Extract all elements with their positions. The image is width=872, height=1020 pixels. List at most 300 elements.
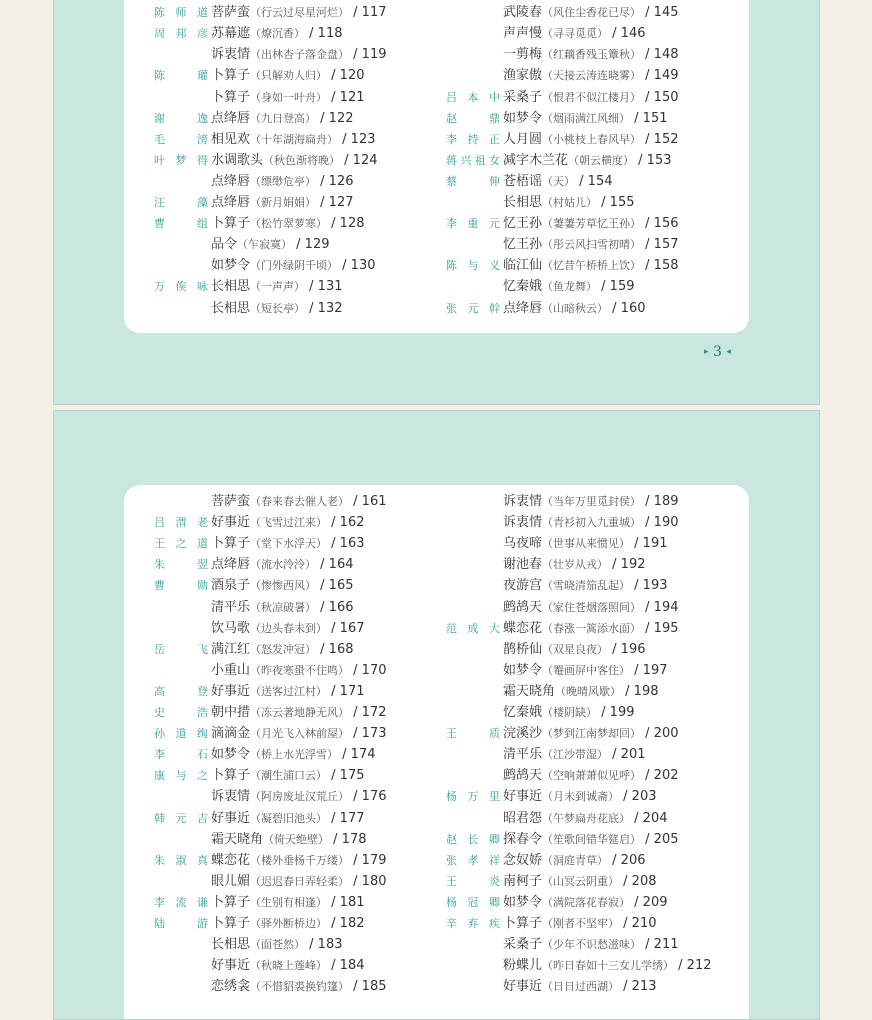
toc-title — [211, 597, 353, 618]
toc-title — [211, 871, 386, 892]
toc-page-ref: / 157 — [645, 237, 679, 253]
toc-tune-name: 朝中措 — [211, 705, 251, 720]
toc-first-line: （梦到江南梦却回） — [542, 727, 642, 741]
toc-title — [211, 171, 353, 192]
toc-first-line: （秋色渐将晚） — [263, 153, 341, 167]
toc-page-ref: / 168 — [320, 641, 354, 657]
toc-first-line: （缥缈危亭） — [250, 174, 317, 188]
toc-title — [503, 234, 678, 255]
toc-first-line: （午梦扁舟花底） — [542, 811, 631, 825]
toc-page-ref: / 156 — [645, 216, 679, 232]
toc-title — [503, 512, 678, 533]
toc-tune-name: 粉蝶儿 — [503, 958, 543, 974]
toc-title — [503, 808, 667, 829]
toc-tune-name: 水调歌头 — [211, 152, 264, 168]
toc-page-ref: / 121 — [331, 89, 365, 105]
toc-tune-name: 诉衷情 — [211, 47, 251, 63]
toc-first-line: （秋凉破暑） — [250, 600, 317, 614]
toc-page-ref: / 194 — [645, 599, 679, 615]
toc-title — [211, 702, 386, 723]
toc-first-line: （寻寻觅觅） — [542, 27, 609, 41]
toc-first-line: （天接云涛连晓雾） — [542, 69, 642, 83]
toc-page-ref: / 183 — [309, 937, 343, 953]
toc-tune-name: 鹊桥仙 — [503, 641, 543, 657]
toc-page-ref: / 185 — [353, 979, 387, 995]
toc-author: 李重元 — [446, 217, 500, 231]
toc-tune-name: 小重山 — [211, 662, 251, 678]
toc-page-ref: / 122 — [320, 110, 354, 126]
toc-page-ref: / 203 — [623, 789, 657, 805]
toc-title — [211, 276, 342, 297]
toc-tune-name: 蝶恋花 — [503, 620, 543, 636]
toc-first-line: （烟雨满江风细） — [542, 111, 631, 125]
toc-title — [503, 597, 678, 618]
toc-page-ref: / 150 — [645, 89, 679, 105]
toc-author: 岳 飞 — [154, 642, 208, 656]
toc-title — [503, 65, 678, 86]
toc-page-ref: / 200 — [645, 726, 679, 742]
toc-title — [503, 171, 612, 192]
toc-first-line: （少年不识愁滋味） — [542, 938, 642, 952]
toc-author: 张孝祥 — [446, 853, 500, 867]
toc-tune-name: 好事近 — [503, 789, 543, 805]
toc-tune-name: 卜算子 — [503, 916, 543, 931]
toc-tune-name: 南柯子 — [503, 873, 543, 889]
toc-tune-name: 点绛唇 — [211, 110, 251, 126]
toc-title — [503, 44, 678, 65]
toc-title — [503, 786, 656, 807]
page-number — [704, 344, 731, 360]
toc-title — [503, 744, 645, 765]
toc-first-line: （月未到诚斋） — [542, 790, 620, 804]
toc-tune-name: 卜算子 — [211, 216, 251, 232]
toc-first-line: （满院落花春寂） — [542, 895, 631, 909]
toc-first-line: （桥上水光浮雪） — [250, 748, 339, 762]
toc-page-ref: / 155 — [601, 195, 635, 210]
toc-title — [211, 723, 386, 744]
toc-tune-name: 霜天晓角 — [503, 683, 556, 699]
toc-tune-name: 好事近 — [211, 683, 251, 699]
toc-page-ref: / 173 — [353, 726, 387, 742]
toc-tune-name: 夜游宫 — [503, 578, 543, 594]
toc-author: 吕本中 — [446, 90, 500, 104]
toc-page-ref: / 120 — [331, 68, 365, 84]
toc-title — [503, 255, 678, 276]
toc-tune-name: 昭君怨 — [503, 810, 543, 826]
toc-page-ref: / 198 — [625, 683, 659, 699]
toc-first-line: （九日登高） — [250, 111, 317, 125]
toc-title — [503, 618, 678, 639]
toc-title — [211, 234, 329, 255]
toc-page-ref: / 163 — [331, 536, 365, 552]
toc-page-ref: / 171 — [331, 683, 365, 699]
toc-tune-name: 卜算子 — [211, 68, 251, 84]
toc-page-ref: / 196 — [612, 641, 646, 657]
toc-page-ref: / 199 — [601, 705, 635, 720]
toc-author: 康与之 — [154, 769, 208, 783]
toc-card — [124, 0, 749, 333]
toc-tune-name: 清平乐 — [211, 599, 251, 615]
toc-author: 杨万里 — [446, 790, 500, 804]
toc-page-ref: / 176 — [353, 789, 387, 805]
toc-first-line: （流水泠泠） — [250, 558, 317, 572]
toc-first-line: （惨惨西风） — [250, 579, 317, 593]
toc-page-upper — [53, 0, 820, 405]
toc-author: 李 石 — [154, 748, 208, 762]
toc-title — [503, 533, 667, 554]
toc-page-ref: / 197 — [634, 662, 668, 678]
toc-first-line: （只解劝人归） — [250, 69, 328, 83]
toc-title — [503, 681, 658, 702]
toc-title — [211, 829, 366, 850]
toc-first-line: （山暗秋云） — [542, 301, 609, 315]
toc-tune-name: 忆秦娥 — [503, 279, 543, 295]
toc-tune-name: 谢池春 — [503, 557, 543, 573]
toc-first-line: （洞庭青草） — [542, 853, 609, 867]
toc-page-ref: / 118 — [309, 26, 343, 42]
toc-first-line: （怒发冲冠） — [250, 642, 317, 656]
toc-first-line: （潮生浦口云） — [250, 769, 328, 783]
toc-tune-name: 滴滴金 — [211, 726, 251, 742]
toc-first-line: （恨君不似江楼月） — [542, 90, 642, 104]
toc-first-line: （短长亭） — [250, 301, 306, 315]
toc-first-line: （萋萋芳草忆王孙） — [542, 217, 642, 231]
toc-title — [211, 850, 386, 871]
toc-first-line: （春来春去催人老） — [250, 495, 350, 508]
toc-tune-name: 长相思 — [211, 300, 251, 316]
toc-title — [211, 2, 386, 23]
toc-tune-name: 点绛唇 — [503, 300, 543, 316]
toc-title — [211, 192, 353, 213]
toc-title — [211, 108, 353, 129]
toc-tune-name: 饮马歌 — [211, 620, 251, 636]
toc-page-ref: / 153 — [638, 152, 672, 168]
toc-title — [503, 213, 678, 234]
toc-tune-name: 好事近 — [503, 979, 543, 995]
toc-page-ref: / 202 — [645, 768, 679, 784]
toc-title — [503, 150, 671, 171]
toc-title — [211, 150, 377, 171]
toc-author: 高 登 — [154, 684, 208, 698]
toc-first-line: （阿房废址汉荒丘） — [250, 790, 350, 804]
toc-tune-name: 点绛唇 — [211, 557, 251, 573]
toc-author: 王之道 — [154, 537, 208, 551]
toc-tune-name: 恋绣衾 — [211, 979, 251, 995]
toc-first-line: （行云过尽星河烂） — [250, 6, 350, 20]
toc-first-line: （江沙带湿） — [542, 748, 609, 762]
toc-tune-name: 卜算子 — [211, 916, 251, 931]
toc-first-line: （天） — [542, 174, 576, 188]
toc-title — [503, 871, 656, 892]
toc-title — [503, 575, 667, 596]
toc-author: 蔡 伸 — [446, 174, 500, 188]
toc-first-line: （当年万里觅封侯） — [542, 495, 642, 508]
toc-tune-name: 渔家傲 — [503, 68, 543, 84]
toc-page-ref: / 131 — [309, 279, 343, 295]
toc-title — [503, 934, 678, 955]
toc-page-ref: / 210 — [623, 916, 657, 931]
toc-first-line: （不惜貂裘换钓篷） — [250, 980, 350, 994]
toc-title — [503, 2, 678, 23]
toc-title — [211, 934, 342, 955]
toc-page-ref: / 128 — [331, 216, 365, 232]
toc-first-line: （堂下水浮天） — [250, 537, 328, 551]
toc-author: 叶梦得 — [154, 153, 208, 167]
toc-page-ref: / 124 — [344, 152, 378, 168]
toc-title — [211, 681, 364, 702]
toc-tune-name: 点绛唇 — [211, 195, 251, 210]
toc-title — [211, 575, 353, 596]
toc-title — [503, 298, 645, 319]
toc-first-line: （送客过江村） — [250, 684, 328, 698]
toc-title — [211, 976, 386, 997]
toc-author: 曹 勋 — [154, 579, 208, 593]
toc-title — [211, 913, 364, 934]
toc-tune-name: 蝶恋花 — [211, 852, 251, 868]
toc-first-line: （小桃枝上春风早） — [542, 132, 642, 146]
toc-title — [211, 255, 375, 276]
toc-title — [211, 512, 364, 533]
toc-first-line: （身如一叶舟） — [250, 90, 328, 104]
toc-tune-name: 忆秦娥 — [503, 705, 543, 720]
toc-card — [124, 485, 749, 1020]
toc-title — [211, 491, 386, 512]
toc-author: 韩元吉 — [154, 811, 208, 825]
toc-title — [211, 765, 364, 786]
toc-title — [211, 44, 386, 65]
toc-page-ref: / 154 — [579, 173, 613, 189]
toc-page-ref: / 192 — [612, 557, 646, 573]
toc-tune-name: 采桑子 — [503, 937, 543, 953]
toc-first-line: （朝云横度） — [568, 153, 635, 167]
toc-page-ref: / 164 — [320, 557, 354, 573]
toc-first-line: （月光飞入林前屋） — [250, 727, 350, 741]
toc-author: 毛 滂 — [154, 132, 208, 146]
toc-author: 范成大 — [446, 621, 500, 635]
toc-tune-name: 念奴娇 — [503, 852, 543, 868]
toc-author: 李流谦 — [154, 895, 208, 909]
toc-page-ref: / 191 — [634, 536, 668, 552]
page-marker-left-icon: ▸ — [704, 347, 709, 357]
toc-tune-name: 卜算子 — [211, 894, 251, 910]
toc-author: 孙道绚 — [154, 727, 208, 741]
toc-page-ref: / 123 — [342, 131, 376, 147]
toc-title — [211, 533, 364, 554]
toc-first-line: （边头春未到） — [250, 621, 328, 635]
toc-page-ref: / 174 — [342, 747, 376, 763]
toc-tune-name: 满江红 — [211, 641, 251, 657]
toc-first-line: （面苍然） — [250, 938, 306, 952]
toc-author: 陈与义 — [446, 259, 500, 273]
toc-tune-name: 忆王孙 — [503, 237, 543, 253]
toc-first-line: （燎沉香） — [250, 27, 306, 41]
toc-author: 谢 逸 — [154, 111, 208, 125]
toc-title — [211, 786, 386, 807]
toc-page-ref: / 193 — [634, 578, 668, 594]
toc-first-line: （迟迟春日弄轻柔） — [250, 874, 350, 888]
toc-tune-name: 探春令 — [503, 831, 543, 847]
toc-tune-name: 卜算子 — [211, 536, 251, 552]
toc-title — [211, 23, 342, 44]
toc-title — [503, 955, 711, 976]
toc-title — [503, 23, 645, 44]
toc-page-ref: / 182 — [331, 916, 365, 931]
toc-first-line: （空响萧萧似见呼） — [542, 769, 642, 783]
toc-page-ref: / 189 — [645, 494, 679, 509]
toc-page-ref: / 206 — [612, 852, 646, 868]
toc-tune-name: 乌夜啼 — [503, 536, 543, 552]
toc-tune-name: 眼儿媚 — [211, 873, 251, 889]
toc-author: 曹 组 — [154, 217, 208, 231]
toc-page-ref: / 172 — [353, 705, 387, 720]
toc-page-ref: / 212 — [678, 958, 712, 974]
toc-tune-name: 卜算子 — [211, 768, 251, 784]
toc-title — [211, 65, 364, 86]
page-number-label: 3 — [712, 344, 722, 360]
toc-first-line: （十年湖海扁舟） — [250, 132, 339, 146]
toc-tune-name: 鹧鸪天 — [503, 768, 543, 784]
toc-title — [211, 660, 386, 681]
toc-page-lower — [53, 410, 820, 1020]
toc-title — [503, 723, 678, 744]
toc-tune-name: 采桑子 — [503, 89, 543, 105]
toc-title — [211, 744, 375, 765]
toc-tune-name: 如梦令 — [211, 747, 251, 763]
toc-page-ref: / 127 — [320, 195, 354, 210]
toc-page-ref: / 158 — [645, 258, 679, 274]
toc-tune-name: 点绛唇 — [211, 173, 251, 189]
toc-page-ref: / 209 — [634, 894, 668, 910]
toc-first-line: （昨夜寒蛩不住鸣） — [250, 663, 350, 677]
toc-tune-name: 霜天晓角 — [211, 831, 264, 847]
toc-first-line: （一声声） — [250, 280, 306, 294]
toc-first-line: （楼阴缺） — [542, 706, 598, 719]
toc-first-line: （生别有相逢） — [250, 895, 328, 909]
toc-title — [503, 850, 645, 871]
toc-page-ref: / 211 — [645, 937, 679, 953]
toc-first-line: （世事从来惯见） — [542, 537, 631, 551]
toc-page-ref: / 205 — [645, 831, 679, 847]
toc-title — [503, 87, 678, 108]
toc-page-ref: / 170 — [353, 662, 387, 678]
toc-first-line: （凝碧旧池头） — [250, 811, 328, 825]
toc-page-ref: / 162 — [331, 515, 365, 531]
toc-tune-name: 诉衷情 — [503, 515, 543, 531]
toc-title — [503, 913, 656, 934]
toc-page-ref: / 166 — [320, 599, 354, 615]
toc-first-line: （彤云风扫雪初晴） — [542, 238, 642, 252]
toc-title — [503, 192, 634, 213]
toc-title — [503, 976, 656, 997]
toc-title — [211, 618, 364, 639]
toc-first-line: （春涨一篙添水面） — [542, 621, 642, 635]
toc-first-line: （出林杏子落金盘） — [250, 48, 350, 62]
toc-title — [503, 554, 645, 575]
toc-page-ref: / 132 — [309, 300, 343, 316]
toc-tune-name: 诉衷情 — [503, 494, 543, 509]
toc-author: 汪 藻 — [154, 196, 208, 209]
toc-tune-name: 鹧鸪天 — [503, 599, 543, 615]
toc-title — [503, 276, 634, 297]
toc-first-line: （山冥云阴重） — [542, 874, 620, 888]
toc-page-ref: / 177 — [331, 810, 365, 826]
toc-title — [211, 129, 375, 150]
toc-tune-name: 忆王孙 — [503, 216, 543, 232]
toc-tune-name: 菩萨蛮 — [211, 5, 251, 21]
toc-page-ref: / 165 — [320, 578, 354, 594]
toc-first-line: （新月娟娟） — [250, 196, 317, 209]
toc-tune-name: 如梦令 — [503, 662, 543, 678]
toc-page-ref: / 145 — [645, 5, 679, 21]
toc-tune-name: 如梦令 — [503, 110, 543, 126]
toc-page-ref: / 213 — [623, 979, 657, 995]
toc-tune-name: 人月圆 — [503, 131, 543, 147]
toc-title — [211, 87, 364, 108]
toc-author: 蒋兴祖女 — [446, 153, 500, 167]
toc-first-line: （松竹翠萝寒） — [250, 217, 328, 231]
toc-page-ref: / 190 — [645, 515, 679, 531]
toc-first-line: （秋晓上莲峰） — [250, 959, 328, 973]
toc-tune-name: 卜算子 — [211, 89, 251, 105]
toc-author: 赵 鼎 — [446, 111, 500, 125]
toc-tune-name: 品令 — [211, 237, 238, 253]
toc-first-line: （壮岁从戎） — [542, 558, 609, 572]
toc-page-ref: / 178 — [333, 831, 367, 847]
toc-author: 张元幹 — [446, 301, 500, 315]
toc-author: 吕渭老 — [154, 516, 208, 530]
toc-title — [211, 892, 364, 913]
toc-tune-name: 好事近 — [211, 515, 251, 531]
toc-page-ref: / 161 — [353, 494, 387, 509]
toc-tune-name: 好事近 — [211, 810, 251, 826]
toc-page-ref: / 130 — [342, 258, 376, 274]
toc-title — [211, 213, 364, 234]
toc-tune-name: 清平乐 — [503, 747, 543, 763]
toc-page-ref: / 148 — [645, 47, 679, 63]
toc-title — [211, 554, 353, 575]
toc-first-line: （双星良夜） — [542, 642, 609, 656]
toc-tune-name: 诉衷情 — [211, 789, 251, 805]
toc-tune-name: 如梦令 — [211, 258, 251, 274]
toc-tune-name: 武陵春 — [503, 5, 543, 21]
toc-author: 赵长卿 — [446, 832, 500, 846]
toc-title — [503, 765, 678, 786]
toc-tune-name: 一剪梅 — [503, 47, 543, 63]
toc-page-ref: / 195 — [645, 620, 679, 636]
toc-author: 朱 翌 — [154, 558, 208, 572]
toc-tune-name: 如梦令 — [503, 894, 543, 910]
toc-title — [503, 660, 667, 681]
toc-tune-name: 临江仙 — [503, 258, 543, 274]
toc-author: 陆 游 — [154, 917, 208, 930]
toc-author: 王 质 — [446, 727, 500, 741]
toc-page-ref: / 201 — [612, 747, 646, 763]
toc-page-ref: / 181 — [331, 894, 365, 910]
toc-title — [211, 808, 364, 829]
toc-first-line: （驿外断桥边） — [250, 917, 328, 930]
toc-first-line: （乍寂寞） — [237, 238, 293, 252]
toc-first-line: （忆昔午桥桥上饮） — [542, 259, 642, 273]
toc-first-line: （昨日春如十三女儿学绣） — [542, 959, 675, 973]
toc-page-ref: / 167 — [331, 620, 365, 636]
toc-page-ref: / 160 — [612, 300, 646, 316]
toc-author: 陈师道 — [154, 6, 208, 20]
toc-author: 李持正 — [446, 132, 500, 146]
toc-author: 史 浩 — [154, 706, 208, 719]
toc-first-line: （罨画屏中客住） — [542, 663, 631, 677]
toc-tune-name: 苏幕遮 — [211, 26, 251, 42]
toc-author: 万俟咏 — [154, 280, 208, 294]
